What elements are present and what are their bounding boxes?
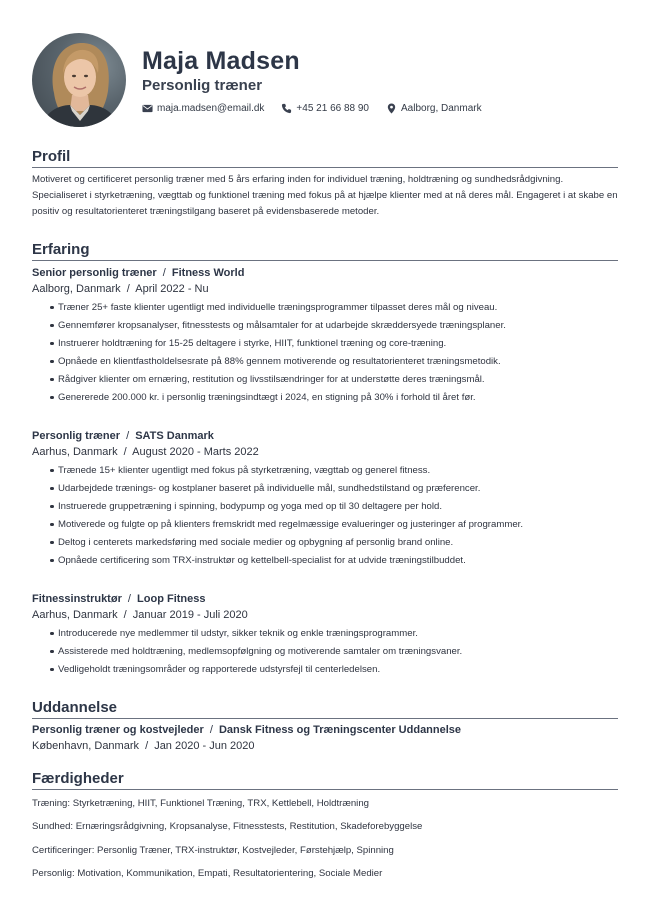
job-entry (32, 592, 618, 679)
location-text: Aalborg, Danmark (401, 102, 482, 114)
job-bullets (32, 625, 618, 679)
job-entry (32, 266, 618, 407)
section-title-skills: Færdigheder (32, 770, 618, 790)
job-city: Aarhus, Danmark (32, 445, 118, 458)
phone-icon (281, 103, 292, 114)
job-meta (32, 444, 618, 460)
bullet-item: Gennemfører kropsanalyser, fitnesstests og målsamtaler for at udarbejde skræddersyede træningsplaner. (50, 317, 618, 335)
separator: / (123, 608, 127, 621)
contact-phone[interactable] (281, 103, 369, 114)
bullet-item: Vedligeholdt træningsområder og rapporterede udstyrsfejl til centerledelsen. (50, 661, 618, 679)
education-period: Jan 2020 - Jun 2020 (154, 739, 255, 752)
bullet-item: Motiverede og fulgte op på klienters fremskridt med regelmæssige evalueringer og justeringer af programmer. (50, 516, 618, 534)
job-period: Januar 2019 - Juli 2020 (132, 608, 248, 621)
skill-line: Certificeringer: Personlig Træner, TRX-instruktør, Kostvejleder, Førstehjælp, Spinning (32, 844, 394, 856)
skills-section (32, 770, 618, 886)
separator: / (123, 445, 127, 458)
separator: / (162, 266, 166, 279)
bullet-item: Træner 25+ faste klienter ugentligt med individuelle træningsprogrammer tilpasset deres mål og niveau. (50, 299, 618, 317)
separator: / (126, 282, 130, 295)
skill-line: Sundhed: Ernæringsrådgivning, Kropsanalyse, Fitnesstests, Restitution, Skadeforebyggelse (32, 821, 423, 833)
job-position: Fitnessinstruktør (32, 592, 122, 605)
separator: / (126, 429, 130, 442)
candidate-role: Personlig træner (142, 76, 263, 94)
separator: / (209, 723, 213, 736)
section-title-profile: Profil (32, 148, 618, 168)
email-text: maja.madsen@email.dk (157, 102, 265, 114)
job-position: Senior personlig træner (32, 266, 157, 279)
section-title-experience: Erfaring (32, 241, 618, 261)
bullet-item: Instruerer holdtræning for 15-25 deltagere i styrke, HIIT, funktionel træning og core-træning. (50, 335, 618, 353)
job-bullets (32, 299, 618, 407)
phone-text: +45 21 66 88 90 (296, 102, 369, 114)
candidate-name: Maja Madsen (142, 46, 300, 75)
bullet-item: Introducerede nye medlemmer til udstyr, sikker teknik og enkle træningsprogrammer. (50, 625, 618, 643)
education-section (32, 699, 618, 754)
education-meta (32, 738, 618, 754)
job-meta (32, 281, 618, 297)
resume-header (32, 32, 618, 128)
job-entry (32, 429, 618, 570)
job-heading (32, 429, 618, 444)
contact-location (386, 103, 482, 114)
skill-line: Træning: Styrketræning, HIIT, Funktionel Træning, TRX, Kettlebell, Holdtræning (32, 797, 369, 809)
education-degree: Personlig træner og kostvejleder (32, 723, 204, 736)
job-company: Fitness World (171, 266, 245, 279)
separator: / (145, 739, 149, 752)
job-city: Aarhus, Danmark (32, 608, 118, 621)
envelope-icon (142, 103, 153, 114)
education-heading (32, 723, 618, 738)
bullet-item: Deltog i centerets markedsføring med sociale medier og opbygning af personlig brand online. (50, 534, 618, 552)
profile-text: Motiveret og certificeret personlig træner med 5 års erfaring inden for individuel træning, holdtræning og sundhedsrådgivning. Specialiseret i styrketræning, vægttab og funktionel træning med fokus på at hjælpe klienter med at nå deres mål. Engageret i at skabe en positiv og resultatorienteret træningstilgang baseret på evidensbaserede metoder. (32, 174, 618, 218)
job-position: Personlig træner (32, 429, 121, 442)
bullet-item: Genererede 200.000 kr. i personlig træningsindtægt i 2024, en stigning på 30% i forhold til året før. (50, 389, 618, 407)
bullet-item: Assisterede med holdtræning, medlemsopfølgning og motiverende samtaler om træningsvaner. (50, 643, 618, 661)
portrait-image (32, 33, 126, 127)
contact-email[interactable] (142, 103, 264, 114)
map-pin-icon (386, 103, 397, 114)
job-heading (32, 592, 618, 607)
bullet-item: Instruerede gruppetræning i spinning, bodypump og yoga med op til 30 deltagere per hold. (50, 498, 618, 516)
job-city: Aalborg, Danmark (32, 282, 121, 295)
bullet-item: Opnåede certificering som TRX-instruktør og kettelbell-specialist for at udvide træningstilbuddet. (50, 552, 618, 570)
experience-section (32, 241, 618, 679)
bullet-item: Trænede 15+ klienter ugentligt med fokus på styrketræning, vægttab og generel fitness. (50, 462, 618, 480)
skill-line: Personlig: Motivation, Kommunikation, Empati, Resultatorientering, Sociale Medier (32, 868, 383, 880)
job-period: April 2022 - Nu (135, 282, 209, 295)
bullet-item: Rådgiver klienter om ernæring, restitution og livsstilsændringer for at understøtte deres træningsmål. (50, 371, 618, 389)
education-city: København, Danmark (32, 739, 139, 752)
section-title-education: Uddannelse (32, 699, 618, 719)
avatar (32, 33, 126, 127)
separator: / (127, 592, 131, 605)
bullet-item: Udarbejdede trænings- og kostplaner baseret på individuelle mål, sundhedstilstand og præferencer. (50, 480, 618, 498)
education-school: Dansk Fitness og Træningscenter Uddannelse (218, 723, 462, 736)
job-company: SATS Danmark (135, 429, 214, 442)
bullet-item: Opnåede en klientfastholdelsesrate på 88% gennem motiverende og resultatorienteret træningsmetodik. (50, 353, 618, 371)
job-heading (32, 266, 618, 281)
job-meta (32, 607, 618, 623)
job-company: Loop Fitness (137, 592, 206, 605)
job-period: August 2020 - Marts 2022 (132, 445, 259, 458)
profile-section (32, 148, 618, 221)
contact-row (142, 103, 499, 114)
job-bullets (32, 462, 618, 570)
